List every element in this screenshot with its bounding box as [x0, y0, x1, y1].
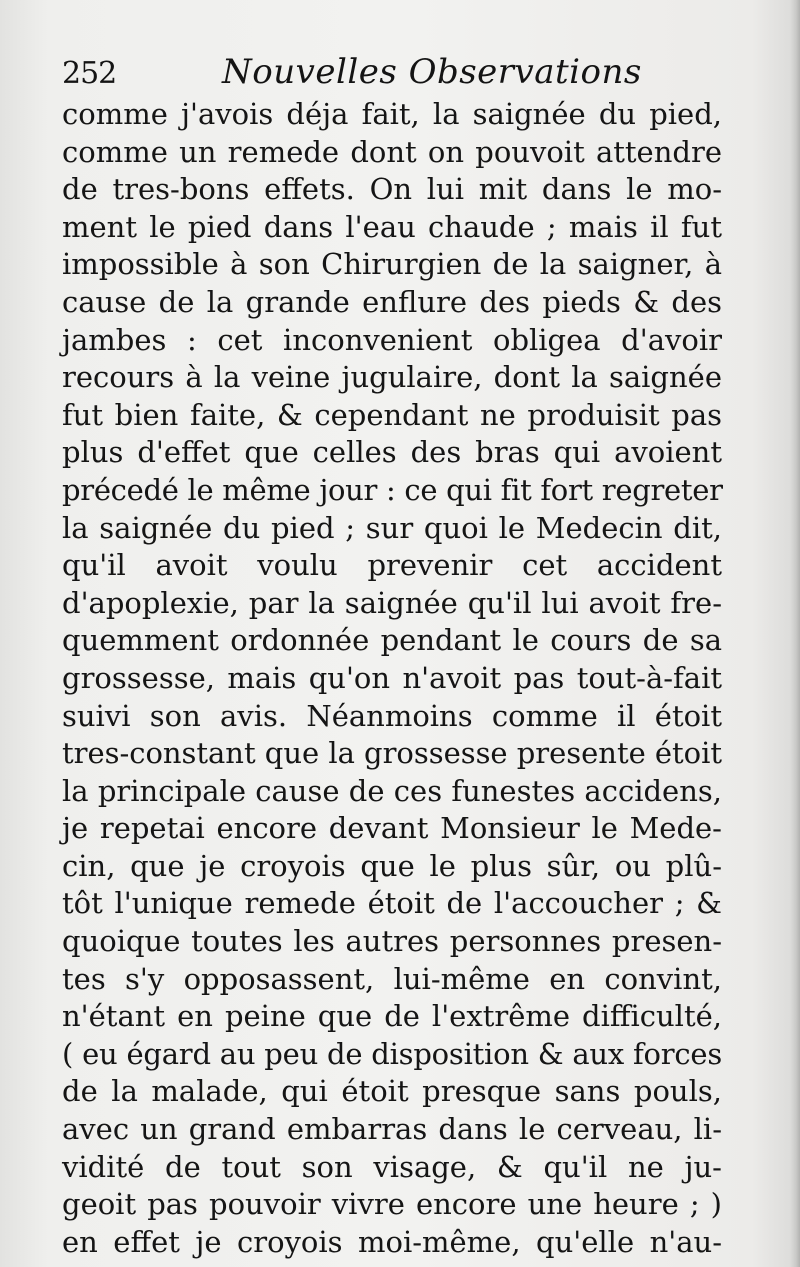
text-line: tôt l'unique remede étoit de l'accoucher ; &: [62, 886, 722, 921]
text-line: geoit pas pouvoir vivre encore une heure ; ): [62, 1187, 722, 1222]
text-line: d'apoplexie, par la saignée qu'il lui avoit fre-: [62, 585, 722, 620]
page-header: [62, 48, 722, 100]
page-number: 252: [62, 56, 117, 91]
text-line: de la malade, qui étoit presque sans pouls,: [62, 1074, 722, 1109]
text-line: de tres-bons effets. On lui mit dans le mo-: [62, 172, 722, 207]
text-line: je repetai encore devant Monsieur le Mede-: [62, 811, 722, 846]
body-text: [62, 96, 722, 1261]
text-line: comme j'avois déja fait, la saignée du pied,: [62, 97, 722, 131]
text-line: comme un remede dont on pouvoit attendre: [62, 134, 722, 169]
text-line: fut bien faite, & cependant ne produisit pas: [62, 397, 722, 432]
text-line: précedé le même jour : ce qui fit fort regreter: [62, 472, 723, 507]
text-line: quoique toutes les autres personnes presen-: [62, 924, 722, 959]
text-line: recours à la veine jugulaire, dont la saignée: [62, 360, 722, 395]
text-line: impossible à son Chirurgien de la saigner, à: [62, 247, 722, 282]
text-line: la principale cause de ces funestes accidens,: [62, 773, 722, 808]
text-line: cin, que je croyois que le plus sûr, ou plû-: [62, 848, 722, 883]
running-title: Nouvelles Observations: [222, 52, 642, 92]
text-line: plus d'effet que celles des bras qui avoient: [62, 435, 722, 470]
text-line: grossesse, mais qu'on n'avoit pas tout-à-fait: [62, 660, 722, 695]
text-line: tres-constant que la grossesse presente étoit: [62, 736, 722, 771]
text-line: quemment ordonnée pendant le cours de sa: [62, 623, 722, 658]
text-line: jambes : cet inconvenient obligea d'avoir: [62, 322, 722, 357]
text-line: ( eu égard au peu de disposition & aux forces: [62, 1036, 722, 1071]
text-line: cause de la grande enflure des pieds & des: [62, 284, 722, 319]
text-line: tes s'y opposassent, lui-même en convint,: [62, 961, 722, 996]
text-line: suivi son avis. Néanmoins comme il étoit: [62, 698, 722, 733]
text-line: ment le pied dans l'eau chaude ; mais il fut: [62, 209, 722, 244]
text-line: n'étant en peine que de l'extrême difficulté,: [62, 999, 722, 1034]
text-line: qu'il avoit voulu prevenir cet accident: [62, 548, 722, 583]
text-line: en effet je croyois moi-même, qu'elle n'au-: [62, 1224, 722, 1259]
text-line: avec un grand embarras dans le cerveau, li-: [62, 1112, 722, 1147]
page-edge-shadow: [790, 0, 800, 1267]
text-line: vidité de tout son visage, & qu'il ne ju-: [62, 1149, 722, 1184]
text-line: la saignée du pied ; sur quoi le Medecin dit,: [62, 510, 722, 545]
